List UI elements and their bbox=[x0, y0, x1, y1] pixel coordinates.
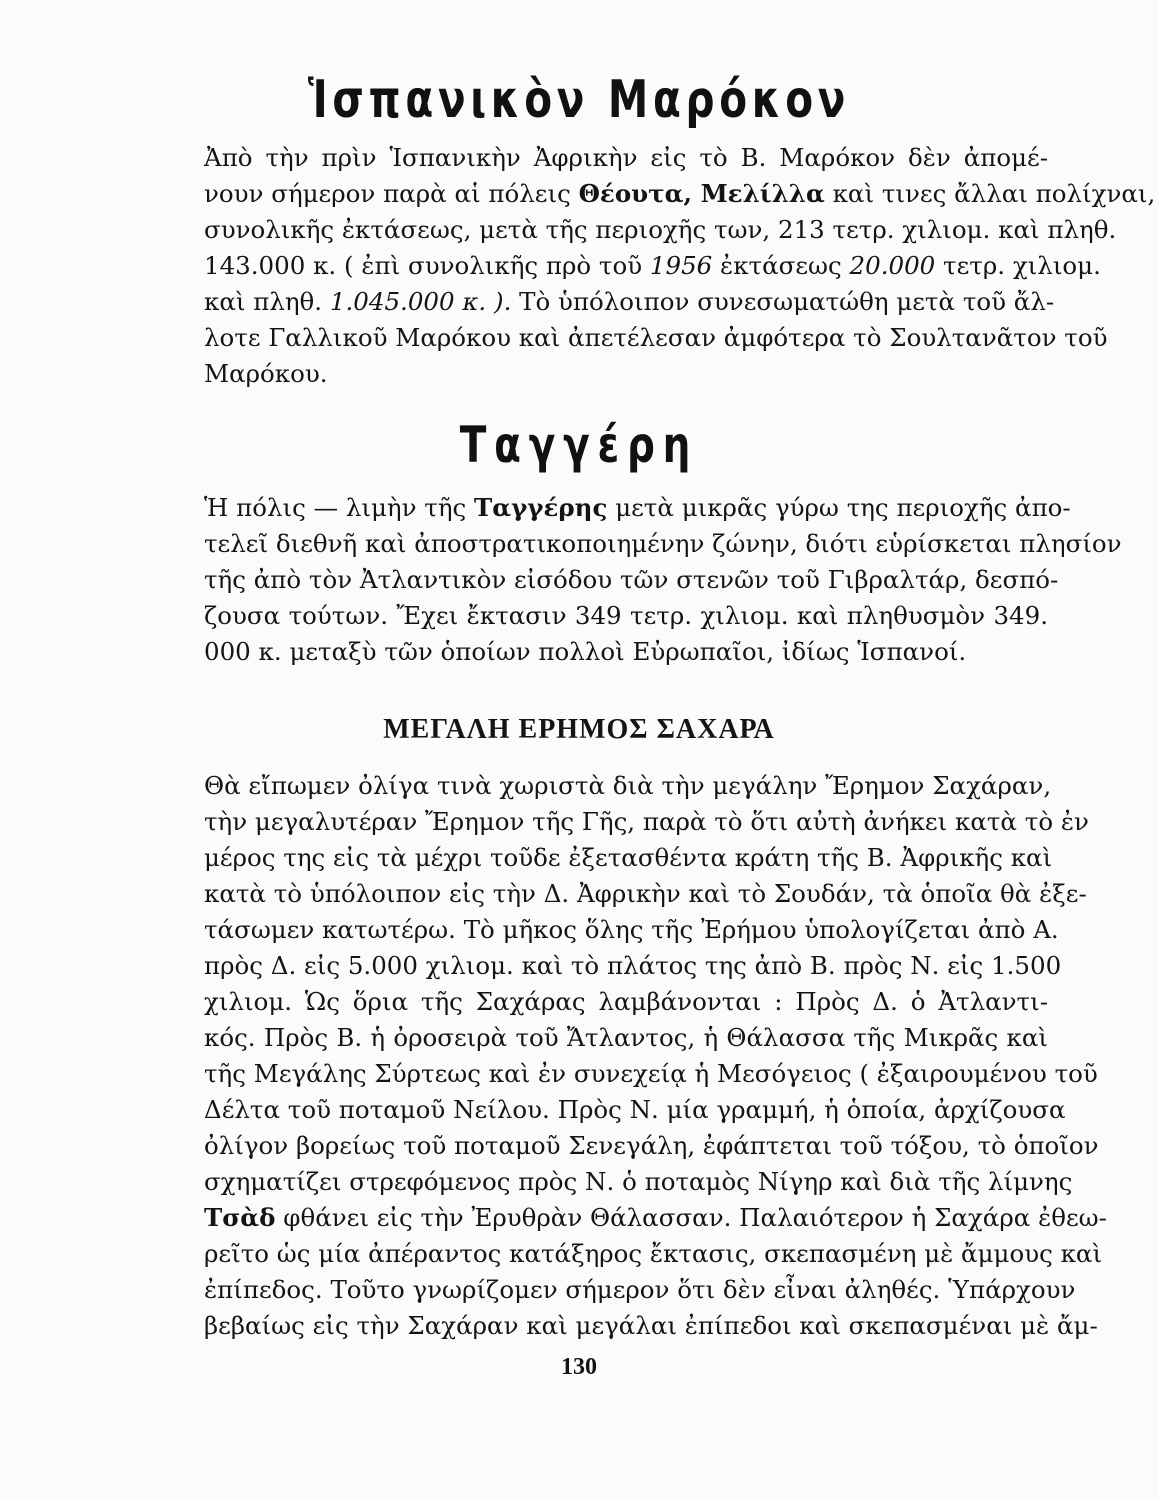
text-line: τάσωμεν κατωτέρω. Τὸ μῆκος ὅλης τῆς Ἐρήμου ὑπολογίζεται ἀπὸ Α. bbox=[204, 915, 1059, 944]
heading-great-sahara-desert: ΜΕΓΑΛΗ ΕΡΗΜΟΣ ΣΑΧΑΡΑ bbox=[383, 714, 775, 745]
paragraph-tangier bbox=[204, 490, 1122, 670]
text-line: Ἀπὸ τὴν πρὶν Ἱσπανικὴν Ἀφρικὴν εἰς τὸ Β. Μαρόκον δὲν ἀπομέ- bbox=[204, 143, 1048, 172]
heading-tangier: Ταγγέρη bbox=[459, 416, 699, 474]
text-line: καὶ πληθ. 1.045.000 κ. ). Τὸ ὑπόλοιπον συνεσωματώθη μετὰ τοῦ ἄλ- bbox=[204, 287, 1055, 316]
text-line: τῆς Μεγάλης Σύρτεως καὶ ἐν συνεχείᾳ ἡ Μεσόγειος ( ἐξαιρουμένου τοῦ bbox=[204, 1059, 1098, 1088]
text-line: βεβαίως εἰς τὴν Σαχάραν καὶ μεγάλαι ἐπίπεδοι καὶ σκεπασμέναι μὲ ἄμ- bbox=[204, 1311, 1098, 1340]
text-line: τὴν μεγαλυτέραν Ἔρημον τῆς Γῆς, παρὰ τὸ ὅτι αὐτὴ ἀνήκει κατὰ τὸ ἐν bbox=[204, 807, 1089, 836]
text-line: Μαρόκου. bbox=[204, 359, 328, 388]
page-number: 130 bbox=[561, 1354, 597, 1380]
text-line: ὀλίγον βορείως τοῦ ποταμοῦ Σενεγάλη, ἐφάπτεται τοῦ τόξου, τὸ ὁποῖον bbox=[204, 1131, 1099, 1160]
text-line: λοτε Γαλλικοῦ Μαρόκου καὶ ἀπετέλεσαν ἀμφότερα τὸ Σουλτανᾶτον τοῦ bbox=[204, 323, 1108, 352]
text-line: μέρος της εἰς τὰ μέχρι τοῦδε ἐξετασθέντα κράτη τῆς Β. Ἀφρικῆς καὶ bbox=[204, 843, 1053, 872]
text-line: Τσὰδ φθάνει εἰς τὴν Ἐρυθρὰν Θάλασσαν. Παλαιότερον ἡ Σαχάρα ἐθεω- bbox=[204, 1203, 1107, 1232]
text-line: 000 κ. μεταξὺ τῶν ὁποίων πολλοὶ Εὐρωπαῖοι, ἰδίως Ἱσπανοί. bbox=[204, 637, 967, 666]
text-line: νουν σήμερον παρὰ αἱ πόλεις Θέουτα, Μελίλλα καὶ τινες ἄλλαι πολίχναι, bbox=[204, 179, 1156, 208]
text-line: κατὰ τὸ ὑπόλοιπον εἰς τὴν Δ. Ἀφρικὴν καὶ τὸ Σουδάν, τὰ ὁποῖα θὰ ἐξε- bbox=[204, 879, 1087, 908]
text-line: Θὰ εἴπωμεν ὀλίγα τινὰ χωριστὰ διὰ τὴν μεγάλην Ἔρημον Σαχάραν, bbox=[204, 771, 1052, 800]
text-line: σχηματίζει στρεφόμενος πρὸς Ν. ὁ ποταμὸς Νίγηρ καὶ διὰ τῆς λίμνης bbox=[204, 1167, 1073, 1196]
paragraph-spanish-morocco bbox=[204, 140, 1156, 392]
text-line: Ἡ πόλις — λιμὴν τῆς Ταγγέρης μετὰ μικρᾶς γύρω της περιοχῆς ἀπο- bbox=[204, 493, 1071, 522]
text-line: ρεῖτο ὡς μία ἀπέραντος κατάξηρος ἔκτασις, σκεπασμένη μὲ ἄμμους καὶ bbox=[204, 1239, 1103, 1268]
text-line: ζουσα τούτων. Ἔχει ἔκτασιν 349 τετρ. χιλιομ. καὶ πληθυσμὸν 349. bbox=[204, 601, 1048, 630]
heading-spanish-morocco: Ἱσπανικὸν Μαρόκον bbox=[307, 70, 851, 130]
text-line: πρὸς Δ. εἰς 5.000 χιλιομ. καὶ τὸ πλάτος της ἀπὸ Β. πρὸς Ν. εἰς 1.500 bbox=[204, 951, 1062, 980]
text-line: χιλιομ. Ὡς ὅρια τῆς Σαχάρας λαμβάνονται : Πρὸς Δ. ὁ Ἀτλαντι- bbox=[204, 987, 1048, 1016]
paragraph-sahara bbox=[204, 768, 1107, 1344]
text-line: ἐπίπεδος. Τοῦτο γνωρίζομεν σήμερον ὅτι δὲν εἶναι ἀληθές. Ὑπάρχουν bbox=[204, 1275, 1076, 1304]
text-line: 143.000 κ. ( ἐπὶ συνολικῆς πρὸ τοῦ 1956 ἐκτάσεως 20.000 τετρ. χιλιομ. bbox=[204, 251, 1101, 280]
text-line: συνολικῆς ἐκτάσεως, μετὰ τῆς περιοχῆς των, 213 τετρ. χιλιομ. καὶ πληθ. bbox=[204, 215, 1117, 244]
text-line: κός. Πρὸς Β. ἡ ὀροσειρὰ τοῦ Ἄτλαντος, ἡ Θάλασσα τῆς Μικρᾶς καὶ bbox=[204, 1023, 1048, 1052]
text-line: τῆς ἀπὸ τὸν Ἀτλαντικὸν εἰσόδου τῶν στενῶν τοῦ Γιβραλτάρ, δεσπό- bbox=[204, 565, 1059, 594]
text-line: τελεῖ διεθνῆ καὶ ἀποστρατικοποιημένην ζώνην, διότι εὑρίσκεται πλησίον bbox=[204, 529, 1122, 558]
text-line: Δέλτα τοῦ ποταμοῦ Νείλου. Πρὸς Ν. μία γραμμή, ἡ ὁποία, ἀρχίζουσα bbox=[204, 1095, 1066, 1124]
